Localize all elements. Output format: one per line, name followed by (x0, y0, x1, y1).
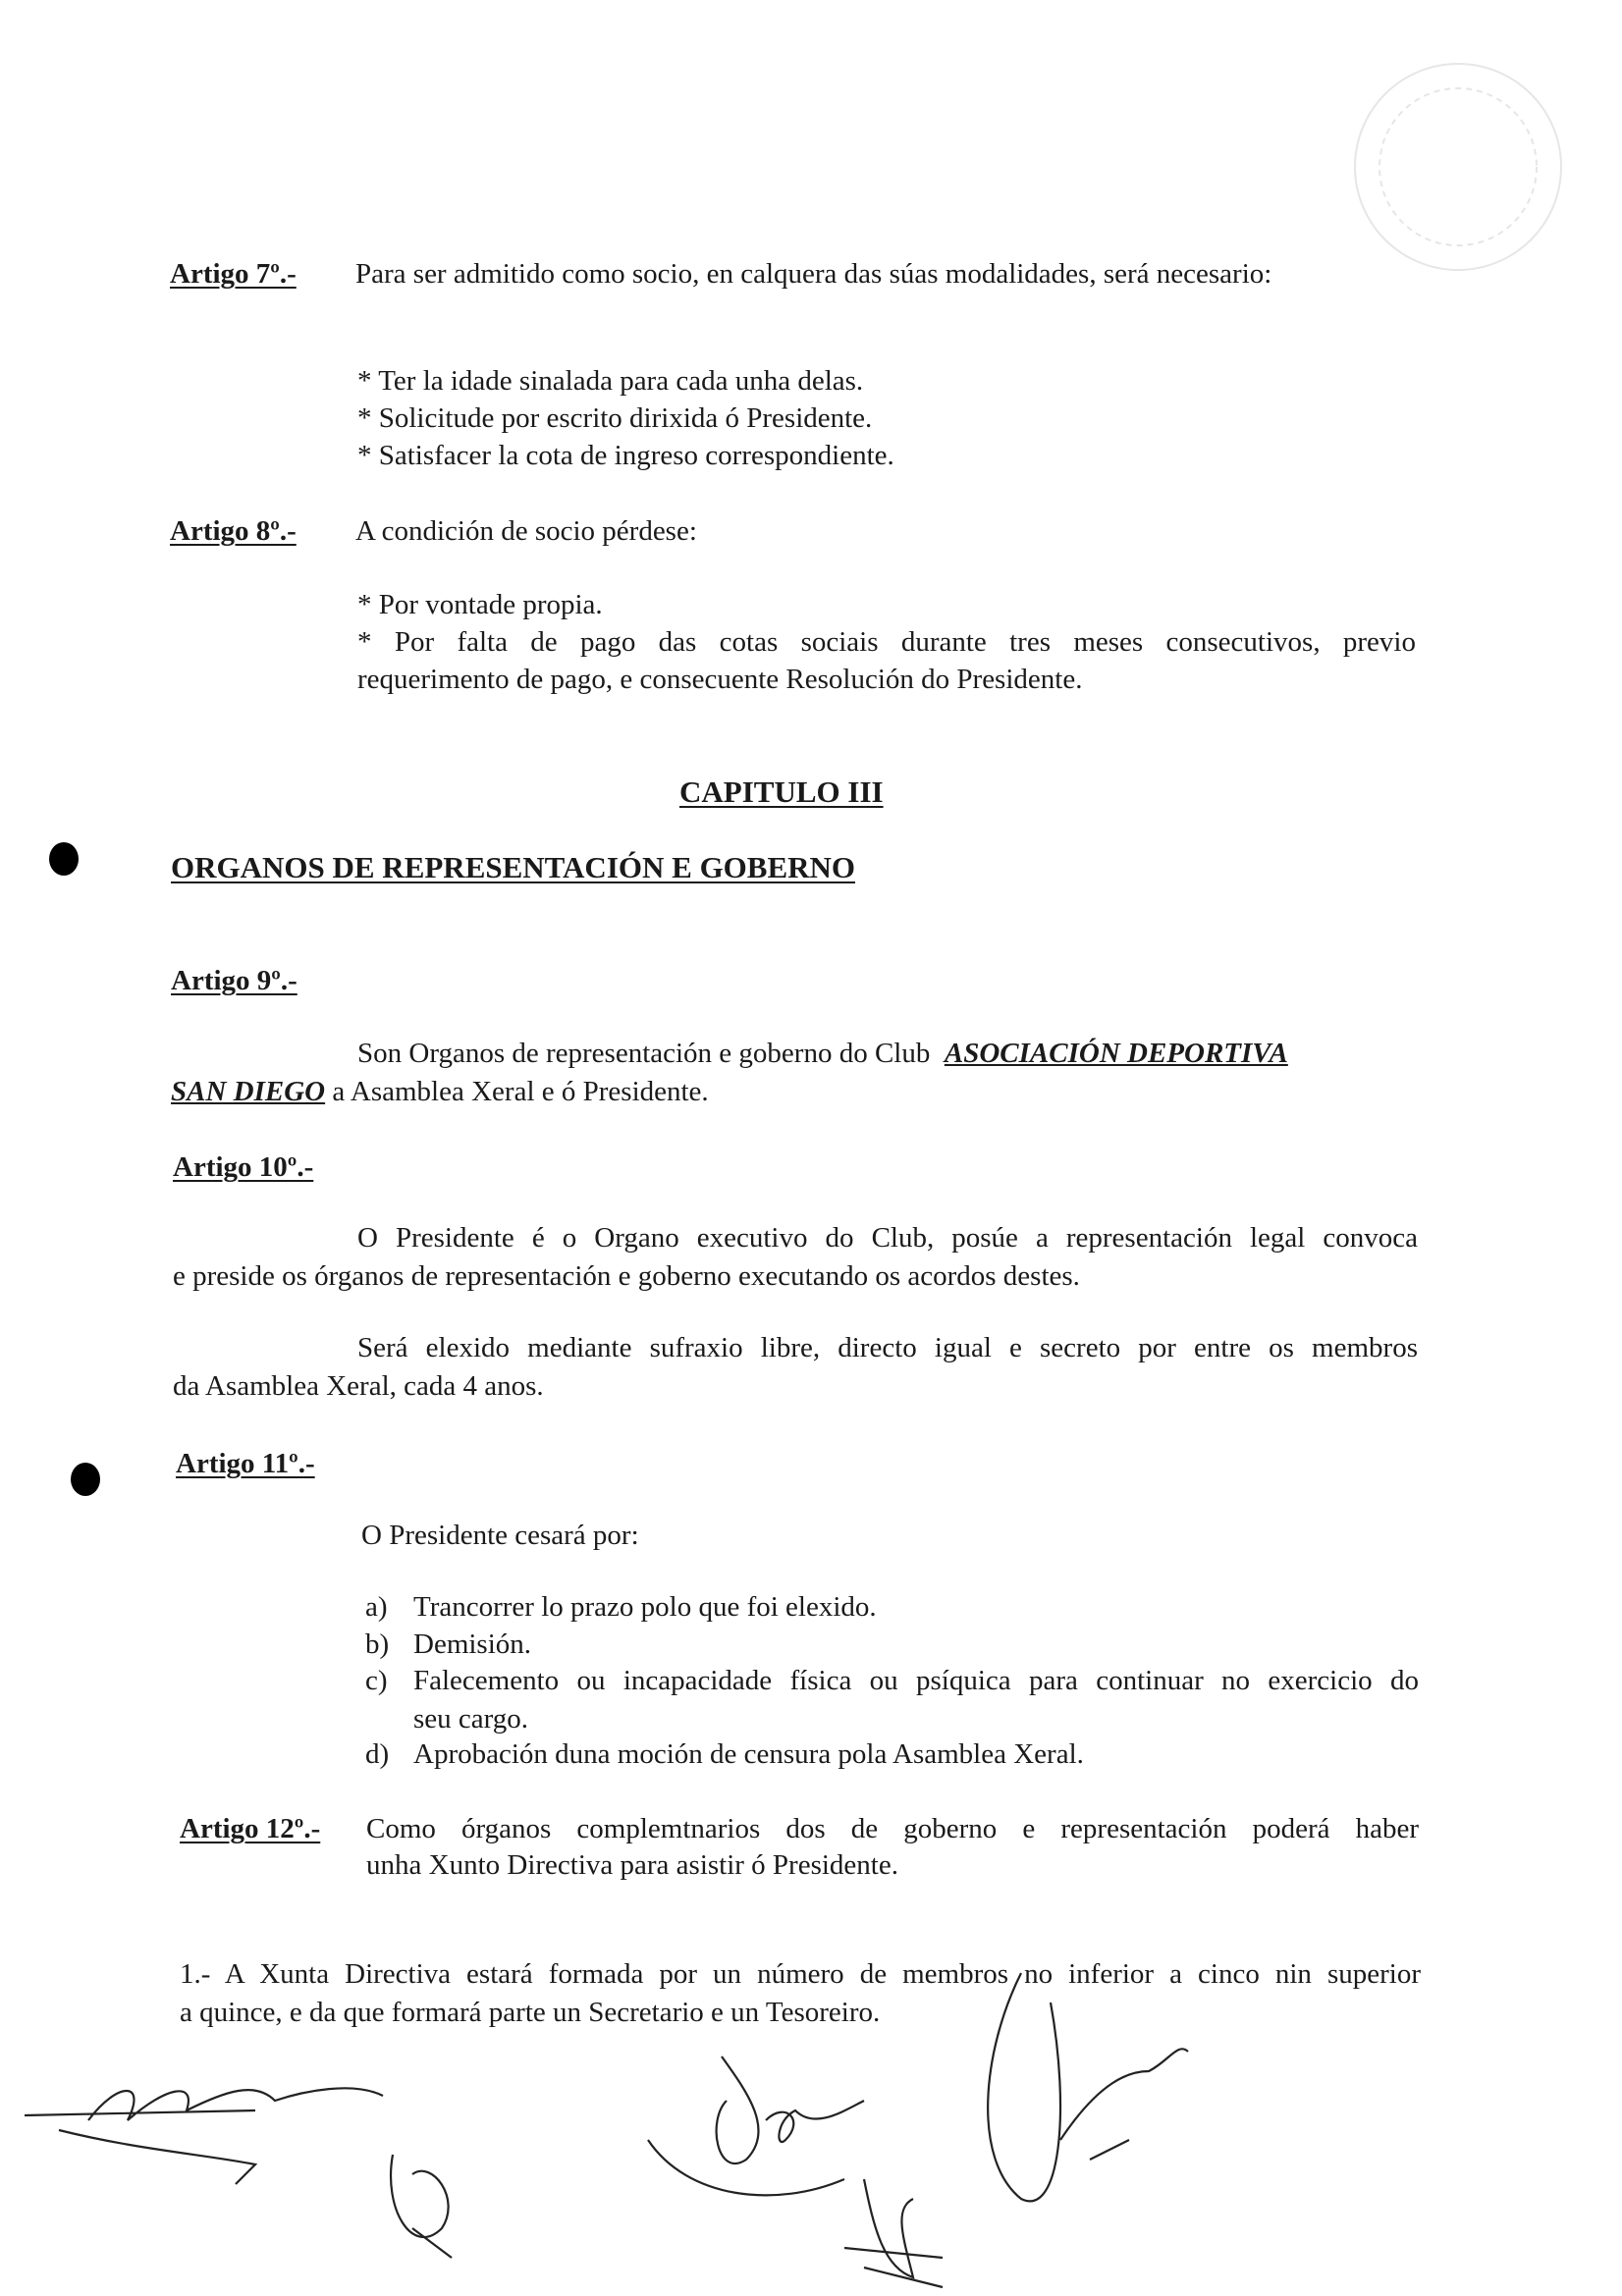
signature-5 (988, 1973, 1188, 2201)
list-item: Aprobación duna moción de censura pola Asamblea Xeral. (413, 1738, 1084, 1770)
article-9-text (357, 1040, 1288, 1068)
list-item-cont: seu cargo. (413, 1703, 529, 1735)
article-12-text: Como órganos complemtnarios dos de goberno e representación poderá haber (366, 1813, 1419, 1844)
chapter-subtitle: ORGANOS DE REPRESENTACIÓN E GOBERNO (171, 850, 856, 884)
article-7-item: * Ter la idade sinalada para cada unha delas. (357, 365, 864, 397)
article-11-intro: O Presidente cesará por: (361, 1520, 639, 1551)
stamp-seal (1355, 64, 1561, 270)
article-9-label: Artigo 9º.- (171, 965, 297, 996)
article-10-para2: Será elexido mediante sufraxio libre, directo igual e secreto por entre os membros (357, 1332, 1418, 1363)
list-marker: c) (365, 1665, 388, 1696)
article-8-label: Artigo 8º.- (170, 515, 297, 547)
punch-hole-dot (71, 1463, 100, 1496)
article-8-item: * Por vontade propia. (357, 589, 603, 620)
list-marker: a) (365, 1591, 388, 1623)
signature-4 (844, 2179, 943, 2287)
article-9-text-cont (171, 1078, 709, 1106)
signature-2 (391, 2155, 452, 2258)
article-10-para1: O Presidente é o Organo executivo do Club, posúe a representación legal convoca (357, 1222, 1418, 1254)
article-7-item: * Solicitude por escrito dirixida ó Presidente. (357, 402, 873, 434)
chapter-title: CAPITULO III (679, 774, 884, 809)
article-7-item: * Satisfacer la cota de ingreso correspondiente. (357, 440, 894, 471)
list-item: Demisión. (413, 1629, 532, 1660)
signature-1 (25, 2088, 383, 2184)
article-12-text-cont: unha Xunto Directiva para asistir ó Presidente. (366, 1849, 898, 1881)
article-12-label: Artigo 12º.- (180, 1813, 321, 1844)
article-8-item-cont: requerimento de pago, e consecuente Resolución do Presidente. (357, 664, 1083, 695)
article-8-text: A condición de socio pérdese: (355, 515, 697, 547)
paragraph-1: 1.- A Xunta Directiva estará formada por un número de membros no inferior a cinco nin superior (180, 1958, 1421, 1990)
article-9-line1: Son Organos de representación e goberno do Club (357, 1038, 931, 1069)
list-marker: d) (365, 1738, 390, 1770)
article-9-line2: a Asamblea Xeral e ó Presidente. (325, 1076, 709, 1107)
club-name: ASOCIACIÓN DEPORTIVA (944, 1038, 1288, 1069)
punch-hole-dot (49, 842, 79, 876)
article-11-label: Artigo 11º.- (176, 1448, 315, 1479)
list-marker: b) (365, 1629, 390, 1660)
paragraph-1-cont: a quince, e da que formará parte un Secretario e un Tesoreiro. (180, 1997, 881, 2028)
list-item: Falecemento ou incapacidade física ou psíquica para continuar no exercicio do (413, 1665, 1419, 1696)
club-name-cont: SAN DIEGO (171, 1076, 326, 1107)
article-7-label: Artigo 7º.- (170, 258, 297, 290)
list-item: Trancorrer lo prazo polo que foi elexido. (413, 1591, 877, 1623)
article-10-para2-cont: da Asamblea Xeral, cada 4 anos. (173, 1370, 544, 1402)
article-10-label: Artigo 10º.- (173, 1151, 314, 1183)
article-7-text: Para ser admitido como socio, en calquera das súas modalidades, será necesario: (355, 258, 1272, 290)
signature-3 (648, 2056, 864, 2195)
article-10-para1-cont: e preside os órganos de representación e goberno executando os acordos destes. (173, 1260, 1080, 1292)
article-8-item: * Por falta de pago das cotas sociais durante tres meses consecutivos, previo (357, 626, 1416, 658)
